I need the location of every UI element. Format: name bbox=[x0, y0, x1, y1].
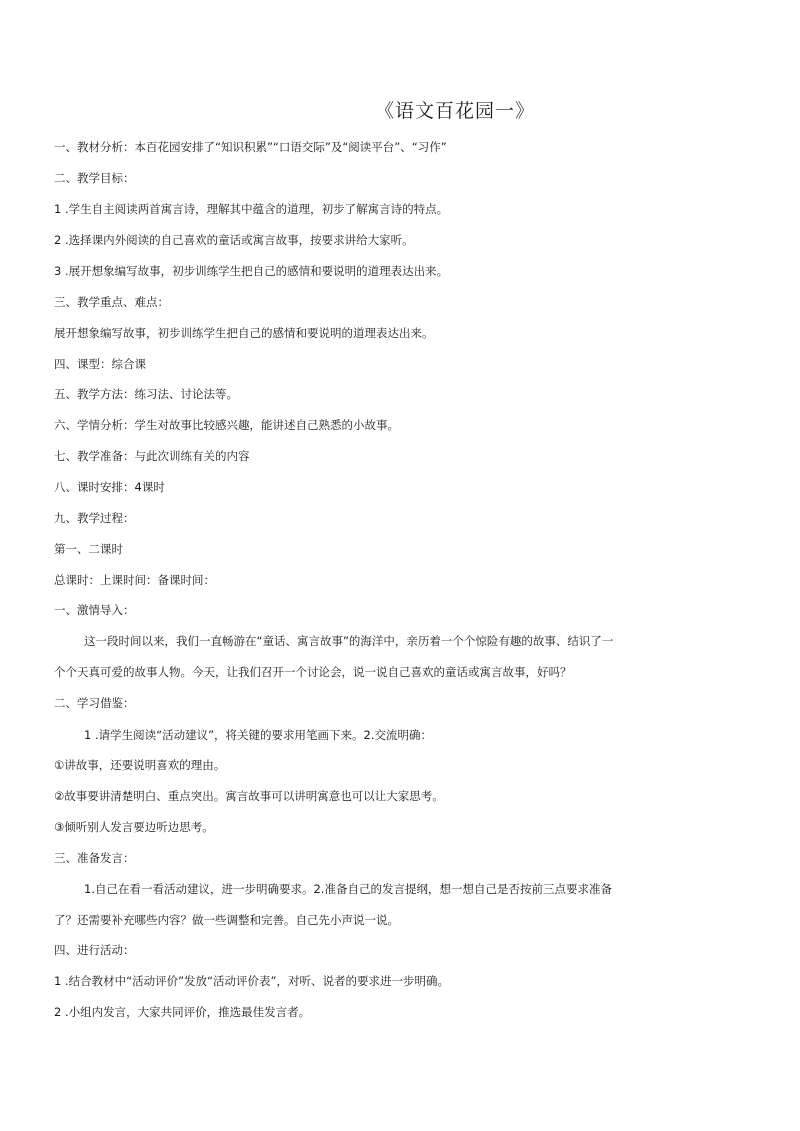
text-line: 四、课型：综合课 bbox=[54, 357, 146, 371]
text-line: 2 .小组内发言，大家共同评价，推选最佳发言者。 bbox=[54, 1005, 311, 1019]
text-line: 1.自己在看一看活动建议，进一步明确要求。2.准备自己的发言提纲，想一想自己是否按前三点要求准备 bbox=[84, 882, 612, 896]
document-title: 《语文百花园一》 bbox=[374, 100, 535, 122]
text-line: 3 .展开想象编写故事，初步训练学生把自己的感情和要说明的道理表达出来。 bbox=[54, 264, 449, 278]
text-line: 个个天真可爱的故事人物。今天，让我们召开一个讨论会，说一说自己喜欢的童话或寓言故事，好吗？ bbox=[54, 665, 572, 679]
text-line: ③倾听别人发言要边听边思考。 bbox=[54, 820, 214, 834]
text-line: 了？还需要补充哪些内容？做一些调整和完善。自己先小声说一说。 bbox=[54, 913, 399, 927]
text-line: 一、激情导入： bbox=[54, 603, 135, 617]
text-line: 六、学情分析：学生对故事比较感兴趣，能讲述自己熟悉的小故事。 bbox=[54, 418, 399, 432]
text-line: 1 .结合教材中“活动评价”发放“活动评价表”，对听、说者的要求进一步明确。 bbox=[54, 974, 449, 988]
text-line: ②故事要讲清楚明白、重点突出。寓言故事可以讲明寓意也可以让大家思考。 bbox=[54, 789, 444, 803]
text-line: ①讲故事，还要说明喜欢的理由。 bbox=[54, 758, 226, 772]
text-line: 八、课时安排：4课时 bbox=[54, 480, 165, 494]
text-line: 二、学习借鉴： bbox=[54, 696, 135, 710]
text-line: 四、进行活动： bbox=[54, 943, 135, 957]
text-line: 这一段时间以来，我们一直畅游在“童话、寓言故事”的海洋中，亲历着一个个惊险有趣的故事、结识了一 bbox=[84, 634, 614, 648]
text-line: 总课时：上课时间：备课时间： bbox=[54, 573, 215, 587]
text-line: 2 .选择课内外阅读的自己喜欢的童话或寓言故事，按要求讲给大家听。 bbox=[54, 233, 414, 247]
text-line: 七、教学准备：与此次训练有关的内容 bbox=[54, 449, 250, 463]
text-line: 九、教学过程： bbox=[54, 511, 135, 525]
text-line: 三、教学重点、难点： bbox=[54, 295, 169, 309]
text-line: 1 .请学生阅读“活动建议”，将关键的要求用笔画下来。2.交流明确： bbox=[84, 728, 433, 742]
text-line: 五、教学方法：练习法、讨论法等。 bbox=[54, 387, 238, 401]
text-line: 三、准备发言： bbox=[54, 851, 135, 865]
text-line: 一、教材分析：本百花园安排了“知识积累”“口语交际”及“阅读平台”、“习作” bbox=[54, 140, 447, 154]
text-line: 第一、二课时 bbox=[54, 542, 123, 556]
text-line: 展开想象编写故事，初步训练学生把自己的感情和要说明的道理表达出来。 bbox=[54, 326, 434, 340]
text-line: 1 .学生自主阅读两首寓言诗，理解其中蕴含的道理，初步了解寓言诗的特点。 bbox=[54, 202, 449, 216]
text-line: 二、教学目标： bbox=[54, 171, 135, 185]
